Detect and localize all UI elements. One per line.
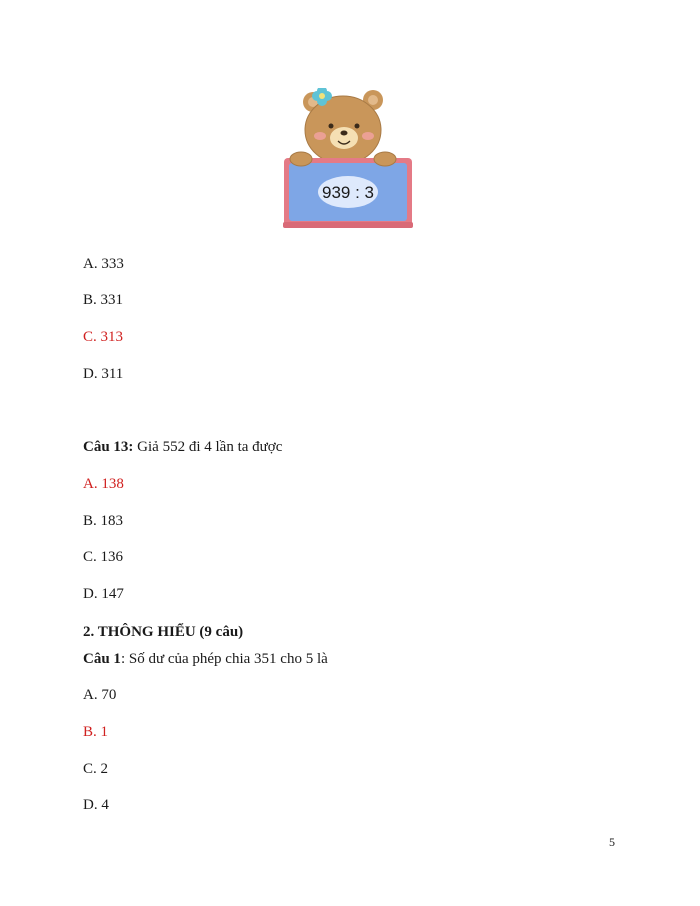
q13-question [83, 438, 282, 456]
page-number: 5 [609, 835, 615, 849]
bear-right-paw [374, 152, 396, 166]
q1-option-d: D. 4 [83, 797, 109, 813]
q1-question [83, 650, 328, 668]
q13-option-c: C. 136 [83, 549, 124, 565]
q12-option-a: A. 333 [83, 256, 124, 272]
q12-option-b: B. 331 [83, 292, 124, 308]
q1-option-a: A. 70 [83, 687, 117, 703]
q12-option-c: C. 313 [83, 329, 124, 345]
q13-option-a: A. 138 [83, 476, 124, 492]
board-problem-text: 939 : 3 [322, 183, 374, 202]
bear-board-illustration [283, 88, 413, 230]
q1-option-b: B. 1 [83, 724, 109, 740]
q1-option-c: C. 2 [83, 761, 109, 777]
section-heading: 2. THÔNG HIỂU (9 câu) [83, 624, 244, 640]
bear-left-paw [290, 152, 312, 166]
q13-option-d: D. 147 [83, 586, 124, 602]
q12-option-d: D. 311 [83, 366, 124, 382]
q13-prefix: Câu 13: [83, 439, 134, 455]
q13-option-b: B. 183 [83, 513, 124, 529]
q1-text: : Số dư của phép chia 351 cho 5 là [120, 651, 328, 667]
q13-text: Giả 552 đi 4 lần ta được [133, 439, 283, 455]
q1-prefix: Câu 1 [83, 651, 121, 667]
bear-muzzle [330, 127, 358, 149]
